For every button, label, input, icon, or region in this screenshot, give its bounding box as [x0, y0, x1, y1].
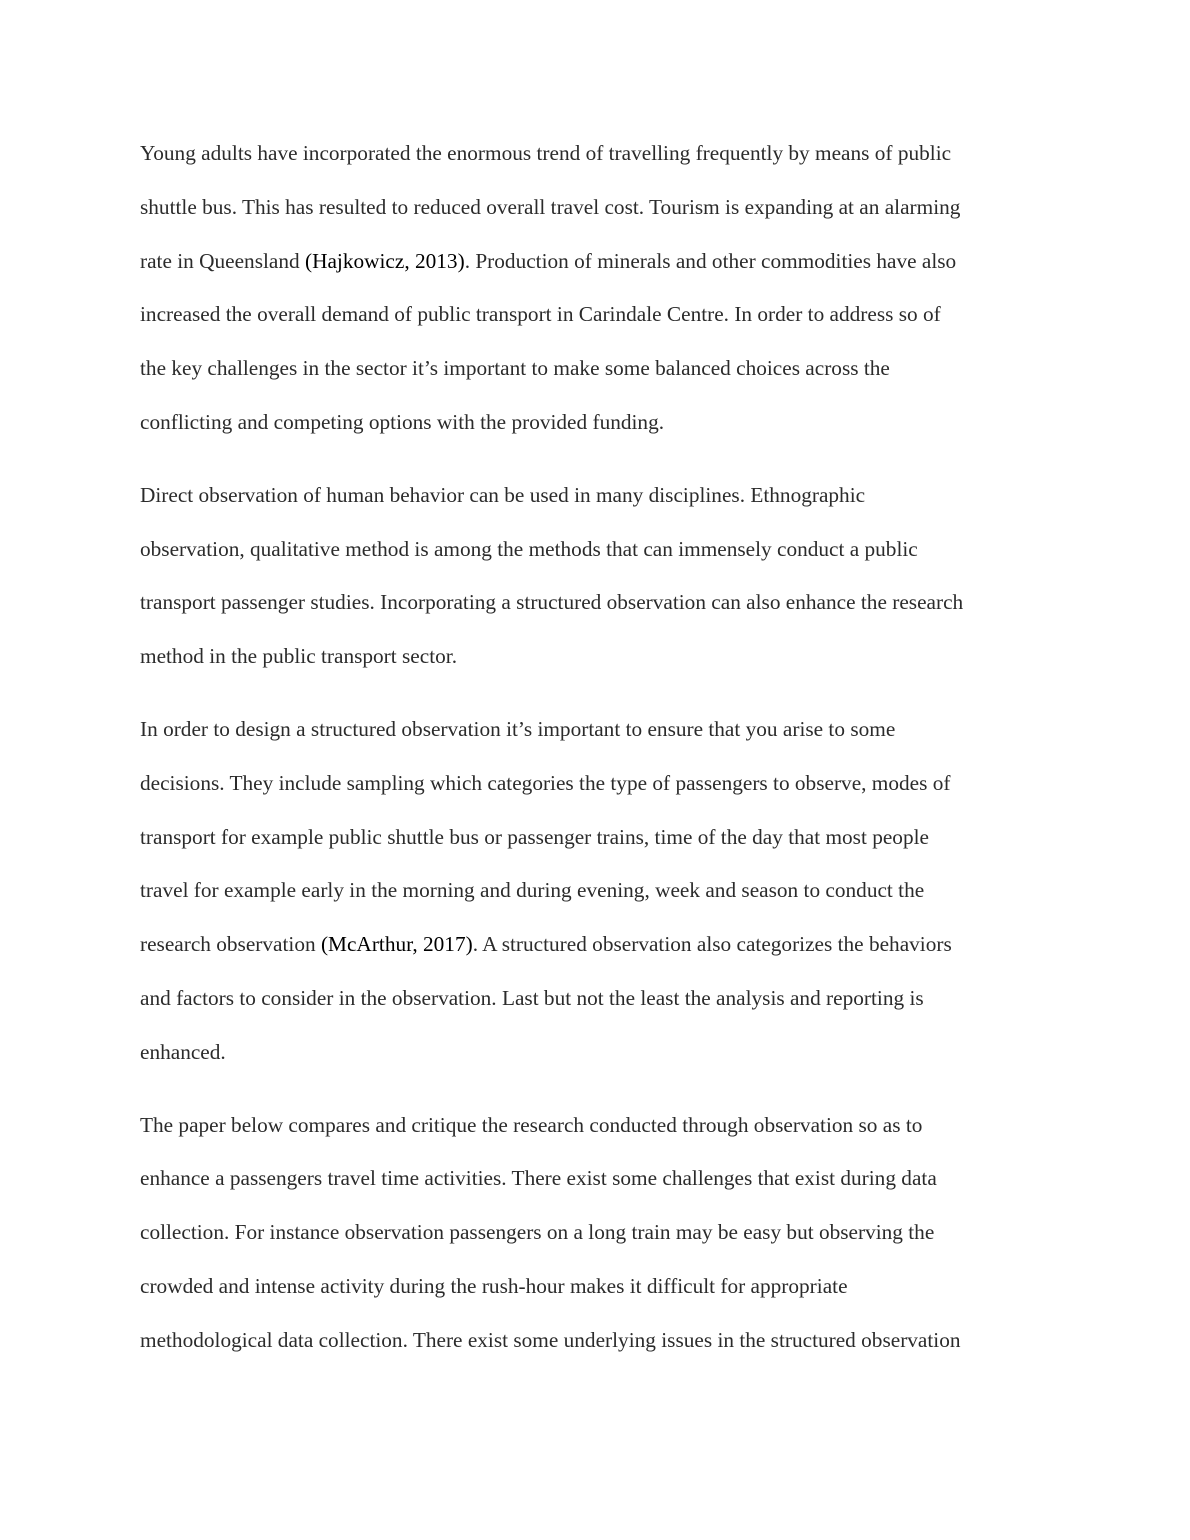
citation: (McArthur, 2017) [320, 932, 473, 957]
text-line: travel for example early in the morning and during evening, week and season to conduct the [140, 878, 925, 903]
paragraph-1 [140, 130, 1050, 453]
text-line: research observation (McArthur, 2017). A structured observation also categorizes the behaviors [140, 932, 952, 957]
text-line: decisions. They include sampling which categories the type of passengers to observe, modes of [140, 770, 951, 795]
text-line: observation, qualitative method is among the methods that can immensely conduct a public [140, 536, 918, 561]
text-line: The paper below compares and critique the research conducted through observation so as to [140, 1112, 923, 1137]
text-line: Direct observation of human behavior can be used in many disciplines. Ethnographic [140, 482, 866, 507]
text-line: transport passenger studies. Incorporating a structured observation can also enhance the research [140, 590, 964, 615]
paragraph-4 [140, 1102, 1050, 1371]
paragraph-2 [140, 472, 1050, 687]
text-line: collection. For instance observation passengers on a long train may be easy but observing the [140, 1220, 935, 1245]
document-body [140, 130, 1050, 1390]
text-line: enhanced. [140, 1039, 226, 1064]
text-line: In order to design a structured observation it’s important to ensure that you arise to some [140, 716, 896, 741]
text-line: the key challenges in the sector it’s important to make some balanced choices across the [140, 356, 890, 381]
text-line: Young adults have incorporated the enormous trend of travelling frequently by means of public [140, 141, 952, 165]
text-line: crowded and intense activity during the rush-hour makes it difficult for appropriate [140, 1273, 848, 1298]
text-line: increased the overall demand of public transport in Carindale Centre. In order to address so of [140, 302, 941, 327]
text-line: method in the public transport sector. [140, 644, 458, 669]
text-line: shuttle bus. This has resulted to reduced overall travel cost. Tourism is expanding at an alarming [140, 194, 961, 219]
text-line: methodological data collection. There exist some underlying issues in the structured observation [140, 1327, 961, 1352]
text-line: enhance a passengers travel time activities. There exist some challenges that exist during data [140, 1166, 937, 1191]
text-line: rate in Queensland (Hajkowicz, 2013). Production of minerals and other commodities have also [140, 248, 957, 273]
text-line: transport for example public shuttle bus or passenger trains, time of the day that most people [140, 824, 929, 849]
paragraph-3 [140, 706, 1050, 1083]
citation: (Hajkowicz, 2013) [305, 248, 465, 273]
text-line: conflicting and competing options with the provided funding. [140, 409, 665, 434]
text-line: and factors to consider in the observation. Last but not the least the analysis and reporting is [140, 985, 924, 1010]
